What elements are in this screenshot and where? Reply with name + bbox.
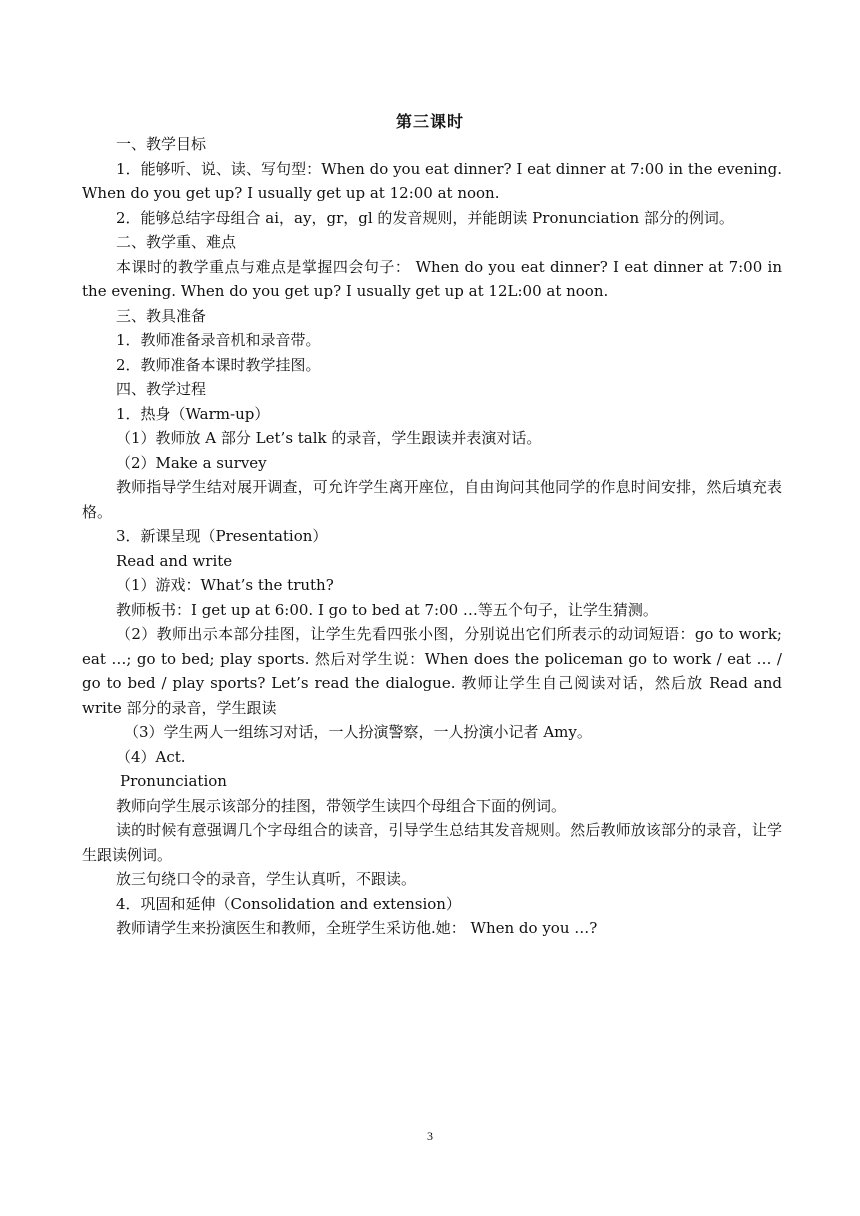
material-1: 1．教师准备录音机和录音带。 (116, 331, 321, 349)
page-number: 3 (427, 1129, 433, 1143)
presentation-step-4: （4）Act. (116, 747, 186, 766)
section-heading-process: 四、教学过程 (116, 380, 207, 398)
consolidation-text: 教师请学生来扮演医生和教师，全班学生采访他.她： When do you …? (116, 919, 598, 937)
key-points-text: 本课时的教学重点与难点是掌握四会句子： When do you eat dinner? I eat dinner at 7:00 in the evening. When do you get up? I usually get up at 12L:00 at noon. (82, 257, 782, 300)
step-warm-up-1: （1）教师放 A 部分 Let’s talk 的录音，学生跟读并表演对话。 (116, 429, 542, 447)
step-consolidation: 4．巩固和延伸（Consolidation and extension） (116, 894, 461, 913)
survey-text: 教师指导学生结对展开调查，可允许学生离开座位，自由询问其他同学的作息时间安排，然后填充表格。 (82, 478, 782, 521)
lesson-title: 第三课时 (395, 112, 464, 131)
presentation-step-2: （2）教师出示本部分挂图，让学生先看四张小图，分别说出它们所表示的动词短语：go to work; eat …; go to bed; play sports. 然后对学生说：When does the policeman go to work / eat … / go to bed / play sports? Let’s read the dialogue. 教师让学生自己阅读对话，然后放 Read and write 部分的录音，学生跟读 (82, 625, 782, 717)
board-writing-text: 教师板书：I get up at 6:00. I go to bed at 7:00 …等五个句子，让学生猜测。 (116, 600, 658, 619)
objective-1: 1．能够听、说、读、写句型：When do you eat dinner? I eat dinner at 7:00 in the evening. When do you get up? I usually get up at 12:00 at noon. (82, 159, 782, 202)
step-warm-up: 1．热身（Warm-up） (116, 404, 270, 423)
lesson-body (82, 132, 782, 941)
pronunciation-heading: Pronunciation (120, 772, 227, 790)
objective-2: 2．能够总结字母组合 ai，ay，gr，gl 的发音规则，并能朗读 Pronunciation 部分的例词。 (116, 208, 734, 227)
section-heading-materials: 三、教具准备 (116, 306, 207, 325)
section-heading-objectives: 一、教学目标 (116, 135, 207, 153)
material-2: 2．教师准备本课时教学挂图。 (116, 355, 321, 374)
step-presentation: 3．新课呈现（Presentation） (116, 527, 328, 545)
pronunciation-text-1: 教师向学生展示该部分的挂图，带领学生读四个母组合下面的例词。 (116, 796, 567, 815)
pronunciation-text-2: 读的时候有意强调几个字母组合的读音，引导学生总结其发音规则。然后教师放该部分的录音，让学生跟读例词。 (82, 821, 782, 864)
tongue-twister-text: 放三句绕口令的录音，学生认真听，不跟读。 (116, 870, 417, 888)
read-and-write-heading: Read and write (116, 551, 233, 570)
presentation-step-3: （3）学生两人一组练习对话，一人扮演警察，一人扮演小记者 Amy。 (124, 723, 592, 741)
section-heading-key-points: 二、教学重、难点 (116, 233, 237, 251)
step-warm-up-2: （2）Make a survey (116, 453, 267, 472)
presentation-step-1: （1）游戏：What’s the truth? (116, 576, 334, 594)
